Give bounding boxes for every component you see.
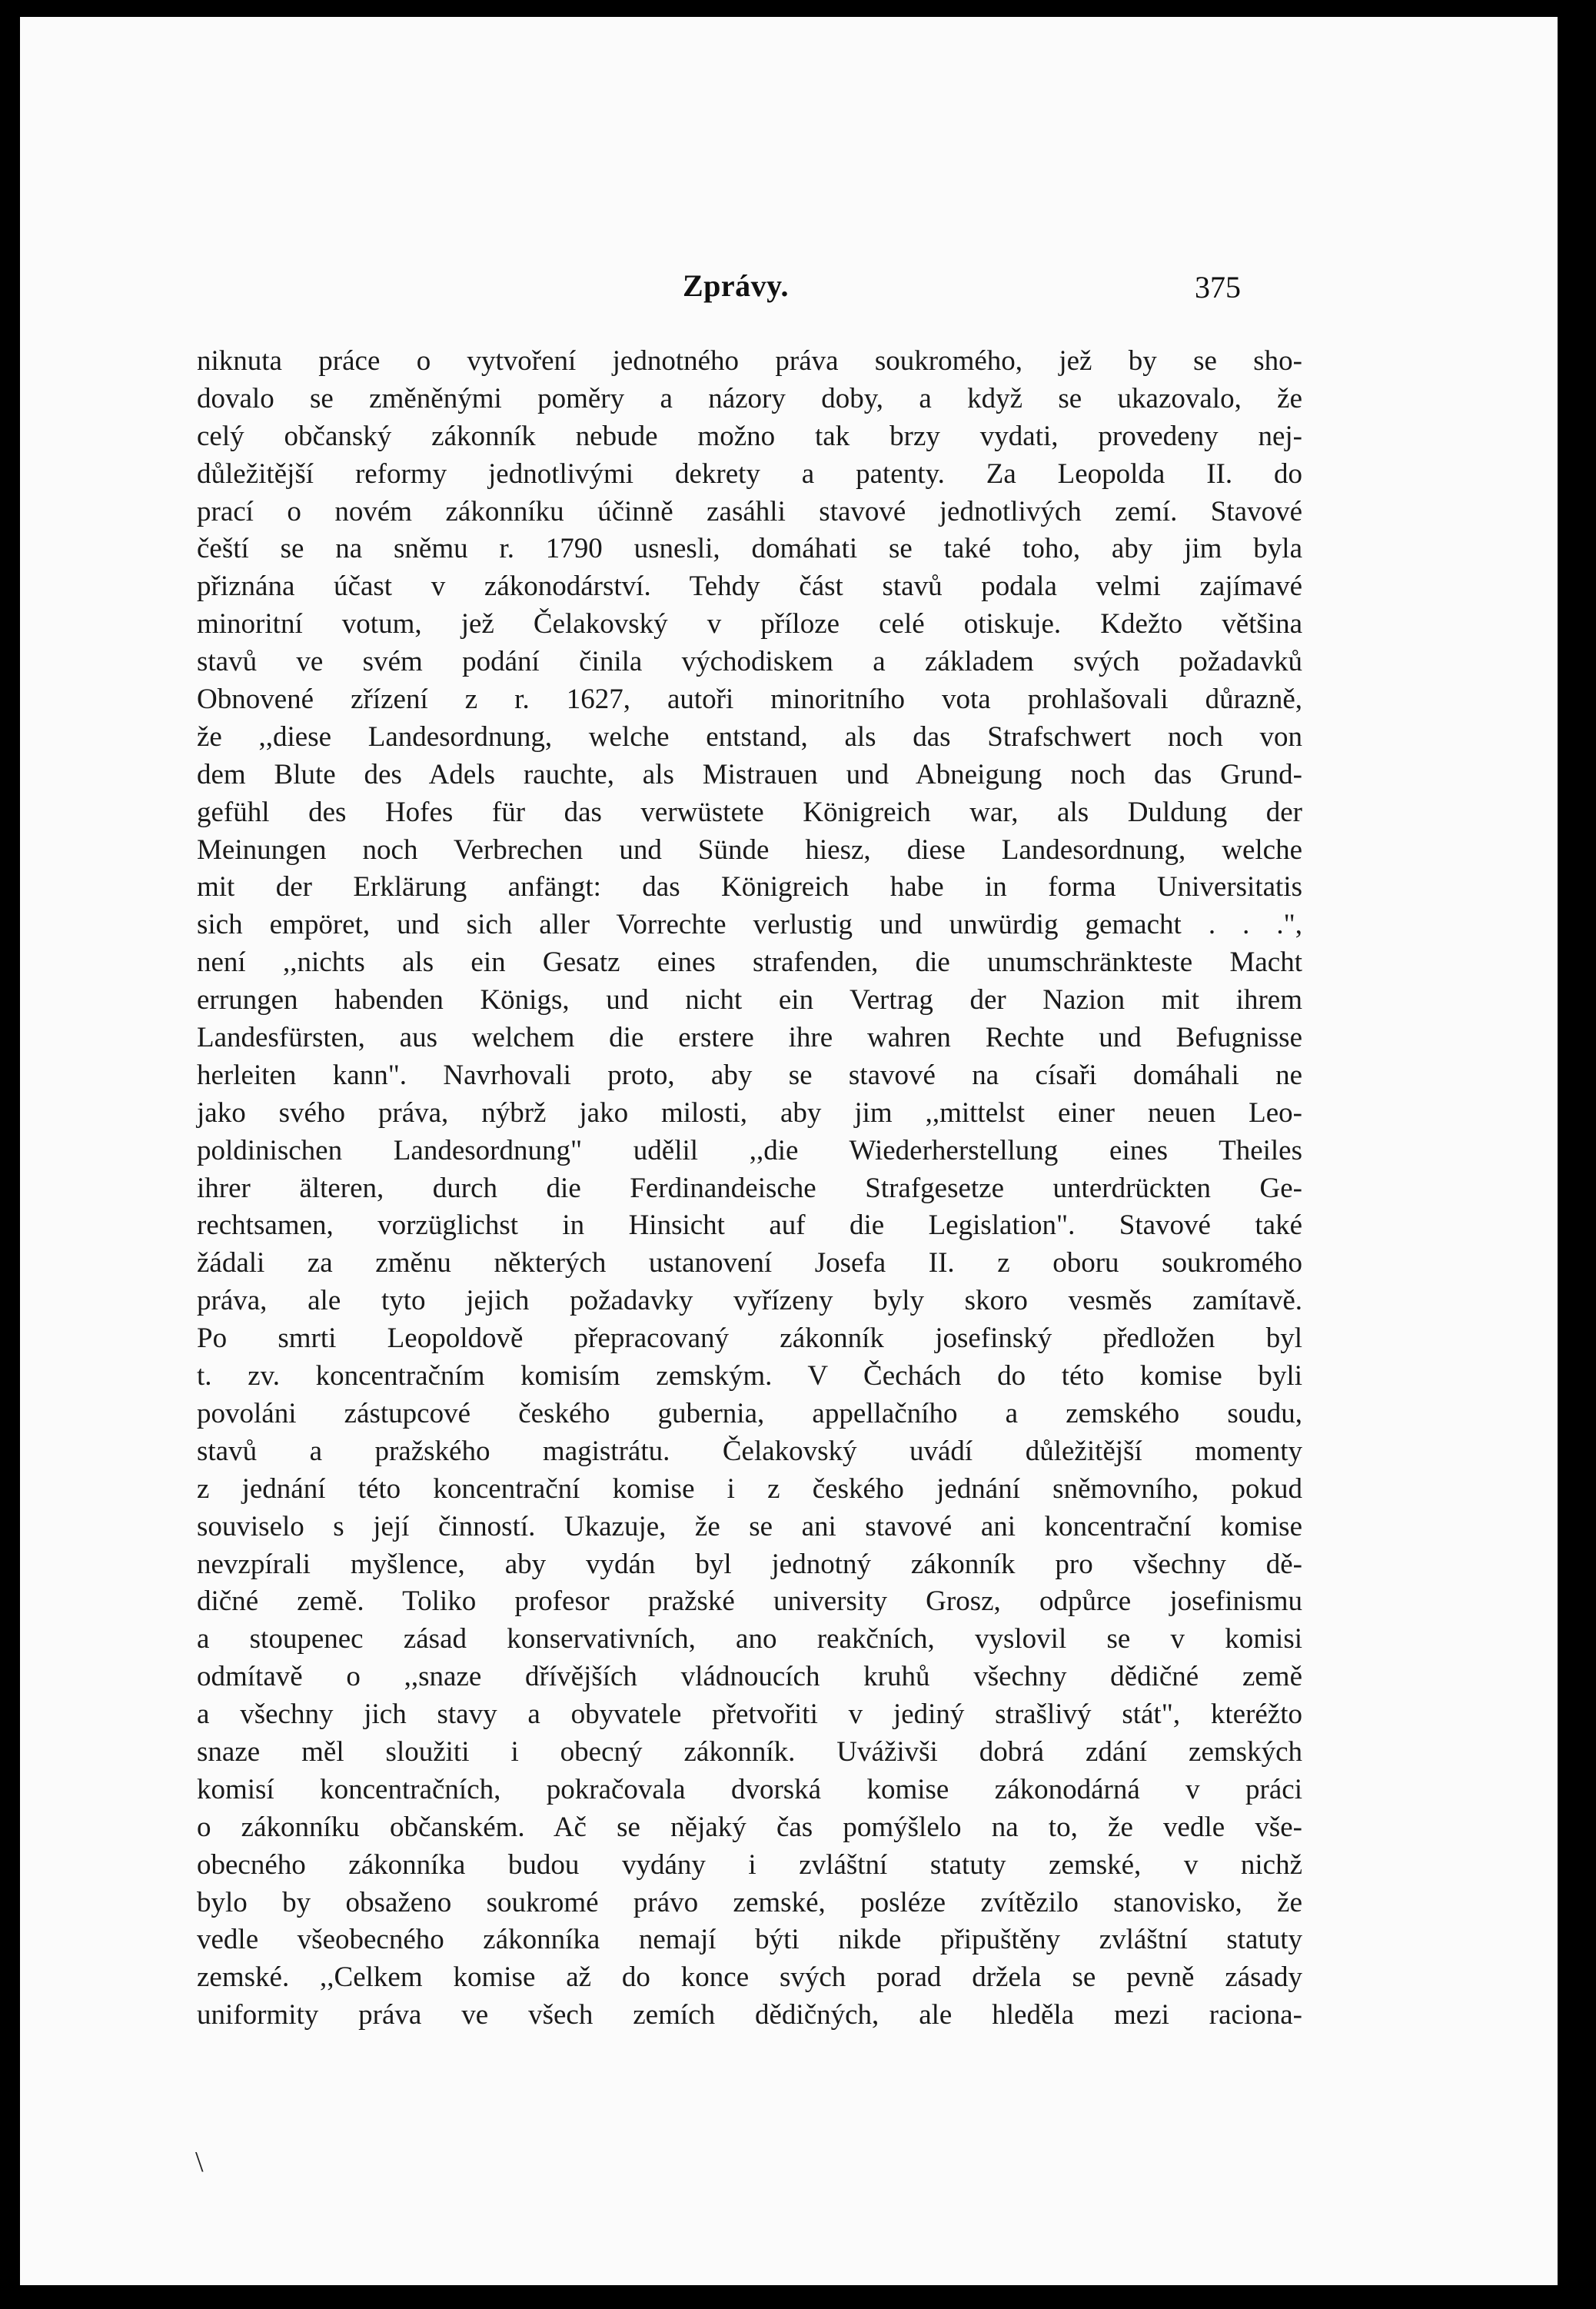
text-line: obecného zákonníka budou vydány i zvláštní statuty zemské, v nichž bbox=[197, 1848, 1302, 1881]
text-line: komisí koncentračních, pokračovala dvorská komise zákonodárná v práci bbox=[197, 1773, 1302, 1805]
text-line: minoritní votum, jež Čelakovský v příloze celé otiskuje. Kdežto většina bbox=[197, 608, 1302, 640]
text-line: čeští se na sněmu r. 1790 usnesli, domáhati se také toho, aby jim byla bbox=[197, 533, 1302, 565]
text-line: mit der Erklärung anfängt: das Königreich habe in forma Universitatis bbox=[197, 871, 1302, 903]
text-line: přiznána účast v zákonodárství. Tehdy část stavů podala velmi zajímavé bbox=[197, 571, 1302, 603]
text-line: nevzpírali myšlence, aby vydán byl jednotný zákonník pro všechny dě- bbox=[197, 1548, 1302, 1580]
text-line: z jednání této koncentrační komise i z českého jednání sněmovního, pokud bbox=[197, 1472, 1302, 1505]
text-line: Meinungen noch Verbrechen und Sünde hiesz, diese Landesordnung, welche bbox=[197, 833, 1302, 866]
text-line: odmítavě o ,,snaze dřívějších vládnoucích kruhů všechny dědičné země bbox=[197, 1661, 1302, 1693]
text-line: stavů a pražského magistrátu. Čelakovský uvádí důležitější momenty bbox=[197, 1435, 1302, 1467]
text-line: celý občanský zákonník nebude možno tak brzy vydati, provedeny nej- bbox=[197, 420, 1302, 452]
text-line: stavů ve svém podání činila východiskem a základem svých požadavků bbox=[197, 646, 1302, 678]
text-line: dičné země. Toliko profesor pražské university Grosz, odpůrce josefinismu bbox=[197, 1585, 1302, 1618]
running-title: Zprávy. bbox=[683, 268, 789, 303]
text-line: rechtsamen, vorzüglichst in Hinsicht auf die Legislation". Stavové také bbox=[197, 1209, 1302, 1242]
text-line: niknuta práce o vytvoření jednotného práva soukromého, jež by se sho- bbox=[197, 345, 1302, 377]
text-line: Po smrti Leopoldově přepracovaný zákonník josefinský předložen byl bbox=[197, 1323, 1302, 1355]
text-line: dovalo se změněnými poměry a názory doby, a když se ukazovalo, že bbox=[197, 382, 1302, 414]
text-line: Obnovené zřízení z r. 1627, autoři minoritního vota prohlašovali důrazně, bbox=[197, 684, 1302, 716]
running-head bbox=[20, 268, 1241, 314]
text-line: herleiten kann". Navrhovali proto, aby se stavové na císaři domáhali ne bbox=[197, 1059, 1302, 1091]
text-line: poldinischen Landesordnung" udělil ,,die Wiederherstellung eines Theiles bbox=[197, 1134, 1302, 1166]
text-line: sich empöret, und sich aller Vorrechte verlustig und unwürdig gemacht . . .", bbox=[197, 909, 1302, 941]
text-line: žádali za změnu některých ustanovení Josefa II. z oboru soukromého bbox=[197, 1247, 1302, 1279]
text-line: uniformity práva ve všech zemích dědičných, ale hleděla mezi raciona- bbox=[197, 1999, 1302, 2031]
text-line: errungen habenden Königs, und nicht ein Vertrag der Nazion mit ihrem bbox=[197, 984, 1302, 1016]
text-line: práva, ale tyto jejich požadavky vyřízeny byly skoro vesměs zamítavě. bbox=[197, 1285, 1302, 1317]
text-line: bylo by obsaženo soukromé právo zemské, posléze zvítězilo stanovisko, že bbox=[197, 1886, 1302, 1918]
text-line: vedle všeobecného zákonníka nemají býti nikde připuštěny zvláštní statuty bbox=[197, 1924, 1302, 1956]
text-line: prací o novém zákonníku účinně zasáhli stavové jednotlivých zemí. Stavové bbox=[197, 495, 1302, 527]
stray-mark: \ bbox=[195, 2146, 204, 2178]
book-page bbox=[20, 17, 1558, 2285]
text-line: a všechny jich stavy a obyvatele přetvořiti v jediný strašlivý stát", kteréžto bbox=[197, 1698, 1302, 1731]
text-line: není ,,nichts als ein Gesatz eines strafenden, die unumschränkteste Macht bbox=[197, 947, 1302, 979]
text-line: t. zv. koncentračním komisím zemským. V Čechách do této komise byli bbox=[197, 1360, 1302, 1392]
text-line: že ,,diese Landesordnung, welche entstand, als das Strafschwert noch von bbox=[197, 720, 1302, 753]
text-line: snaze měl sloužiti i obecný zákonník. Uváživši dobrá zdání zemských bbox=[197, 1735, 1302, 1768]
text-line: důležitější reformy jednotlivými dekrety a patenty. Za Leopolda II. do bbox=[197, 457, 1302, 490]
text-line: a stoupenec zásad konservativních, ano reakčních, vyslovil se v komisi bbox=[197, 1623, 1302, 1655]
text-line: jako svého práva, nýbrž jako milosti, aby jim ,,mittelst einer neuen Leo- bbox=[197, 1096, 1302, 1129]
page-number: 375 bbox=[1195, 270, 1241, 304]
text-line: o zákonníku občanském. Ač se nějaký čas pomýšlelo na to, že vedle vše- bbox=[197, 1811, 1302, 1843]
text-line: zemské. ,,Celkem komise až do konce svých porad držela se pevně zásady bbox=[197, 1961, 1302, 1994]
text-line: gefühl des Hofes für das verwüstete Königreich war, als Duldung der bbox=[197, 796, 1302, 828]
text-line: ihrer älteren, durch die Ferdinandeische Strafgesetze unterdrückten Ge- bbox=[197, 1172, 1302, 1204]
text-line: dem Blute des Adels rauchte, als Mistrauen und Abneigung noch das Grund- bbox=[197, 758, 1302, 790]
text-line: Landesfürsten, aus welchem die erstere ihre wahren Rechte und Befugnisse bbox=[197, 1022, 1302, 1054]
text-line: souviselo s její činností. Ukazuje, že se ani stavové ani koncentrační komise bbox=[197, 1510, 1302, 1542]
body-text bbox=[197, 343, 1302, 2035]
text-line: povoláni zástupcové českého gubernia, appellačního a zemského soudu, bbox=[197, 1397, 1302, 1429]
